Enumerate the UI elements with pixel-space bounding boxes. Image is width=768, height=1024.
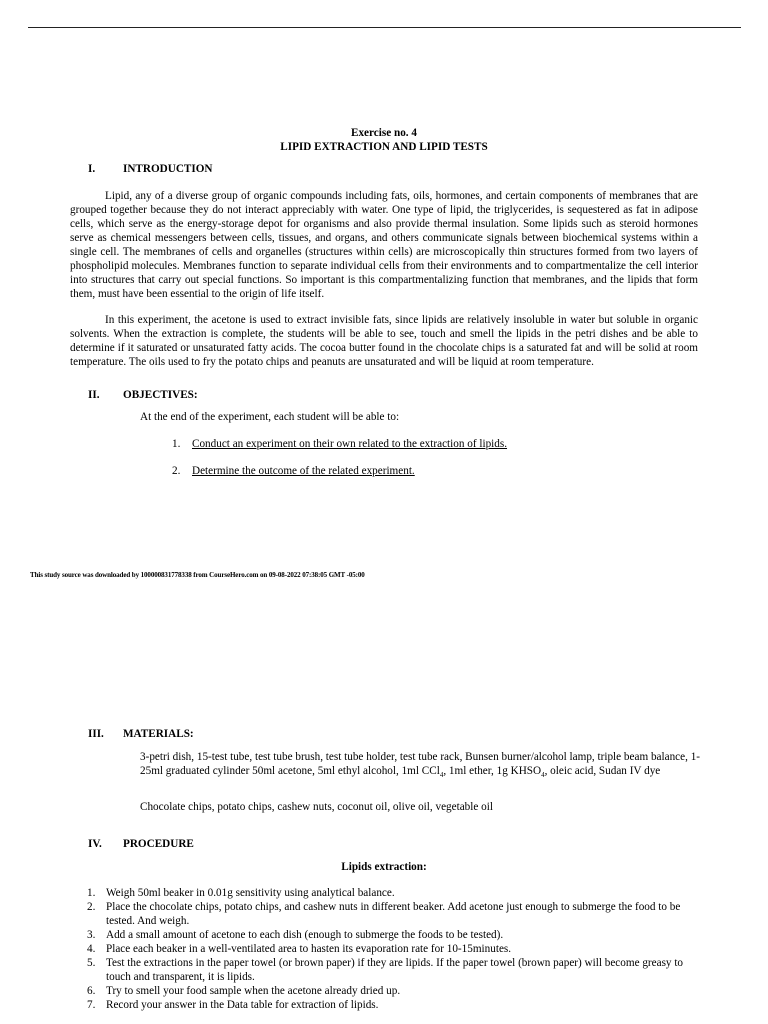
document-title: LIPID EXTRACTION AND LIPID TESTS (280, 141, 488, 153)
step-text: Place the chocolate chips, potato chips, and cashew nuts in different beaker. Add acetone just enough to submerge the food to be tested. And weigh. (106, 901, 681, 927)
objective-text: Conduct an experiment on their own related to the extraction of lipids. (192, 438, 508, 450)
download-notice: This study source was downloaded by 100000831778338 from CourseHero.com on 09-08-2022 07:38:05 GMT -05:00 (30, 571, 365, 579)
step-number: 2. (87, 901, 96, 913)
step-number: 1. (87, 887, 96, 899)
exercise-number: Exercise no. 4 (351, 127, 417, 139)
section-title: PROCEDURE (123, 838, 194, 850)
materials-list (140, 750, 700, 778)
paragraph-text: Lipid, any of a diverse group of organic compounds including fats, oils, hormones, and certain components of membranes that are grouped together because they do not interact appreciably with water. One type of lipid, the triglycerides, is sequestered as fat in adipose cells, which serve as the energy-storage depot for organisms and also provide thermal insulation. Some lipids such as steroid hormones serve as chemical messengers between cells, tissues, and organs, and others communicate signals between biochemical systems within a single cell. The membranes of cells and organelles (structures within cells) are microscopically thin structures formed from two layers of phospholipid molecules. Membranes function to separate individual cells from their environments and to compartmentalize the cell interior into structures that carry out special functions. So important is this compartmentalizing function that membranes, and the lipids that form them, must have been essential to the origin of life itself. (70, 190, 698, 300)
subscript: 4 (439, 771, 444, 780)
procedure-step (87, 928, 702, 942)
step-number: 4. (87, 943, 96, 955)
objective-number: 2. (172, 465, 181, 477)
intro-paragraph-2 (70, 313, 698, 369)
procedure-step (87, 984, 702, 998)
subscript: 4 (541, 771, 545, 780)
materials-text: 3-petri dish, 15-test tube, test tube brush, test tube holder, test tube rack, Bunsen burner/alcohol lamp, triple beam balance, 1-25ml graduated cylinder 50ml acetone, 5ml ethyl alcohol, 1ml CCl (140, 751, 701, 777)
section-title: OBJECTIVES: (123, 389, 198, 401)
procedure-subheading: Lipids extraction: (341, 861, 427, 873)
procedure-step (87, 942, 702, 956)
section-title: INTRODUCTION (123, 163, 213, 175)
step-text: Add a small amount of acetone to each dish (enough to submerge the foods to be tested). (106, 929, 504, 941)
section-numeral: II. (88, 389, 100, 401)
step-number: 3. (87, 929, 96, 941)
objectives-lead: At the end of the experiment, each student will be able to: (140, 411, 400, 423)
objective-item (172, 437, 672, 451)
objective-item (172, 464, 672, 478)
section-numeral: III. (88, 728, 104, 740)
materials-text: , 1ml ether, 1g KHSO (443, 765, 542, 777)
intro-paragraph-1 (70, 189, 698, 301)
step-number: 6. (87, 985, 96, 997)
procedure-steps (87, 886, 702, 1012)
step-text: Place each beaker in a well-ventilated area to hasten its evaporation rate for 10-15minutes. (106, 943, 512, 955)
objective-number: 1. (172, 438, 181, 450)
procedure-step (87, 886, 702, 900)
section-title: MATERIALS: (123, 728, 194, 740)
materials-text: , oleic acid, Sudan IV dye (544, 765, 661, 777)
section-numeral: I. (88, 163, 96, 175)
procedure-step (87, 998, 702, 1012)
step-text: Test the extractions in the paper towel (or brown paper) if they are lipids. If the paper towel (brown paper) will become greasy to touch and transparent, it is lipids. (106, 957, 684, 983)
food-samples-list: Chocolate chips, potato chips, cashew nuts, coconut oil, olive oil, vegetable oil (140, 801, 493, 813)
objective-text: Determine the outcome of the related experiment. (192, 465, 415, 477)
step-text: Record your answer in the Data table for extraction of lipids. (106, 999, 379, 1011)
step-number: 7. (87, 999, 96, 1011)
step-number: 5. (87, 957, 96, 969)
section-numeral: IV. (88, 838, 102, 850)
procedure-step (87, 956, 702, 984)
step-text: Try to smell your food sample when the acetone already dried up. (106, 985, 401, 997)
paragraph-text: In this experiment, the acetone is used to extract invisible fats, since lipids are relatively insoluble in water but soluble in organic solvents. When the extraction is complete, the students will be able to see, touch and smell the lipids in the petri dishes and be able to determine if it saturated or unsaturated fatty acids. The cocoa butter found in the chocolate chips is a saturated fat and will be solid at room temperature. The oils used to fry the potato chips and peanuts are unsaturated and will be liquid at room temperature. (70, 314, 698, 368)
step-text: Weigh 50ml beaker in 0.01g sensitivity using analytical balance. (106, 887, 395, 899)
procedure-step (87, 900, 702, 928)
top-rule (28, 27, 741, 28)
